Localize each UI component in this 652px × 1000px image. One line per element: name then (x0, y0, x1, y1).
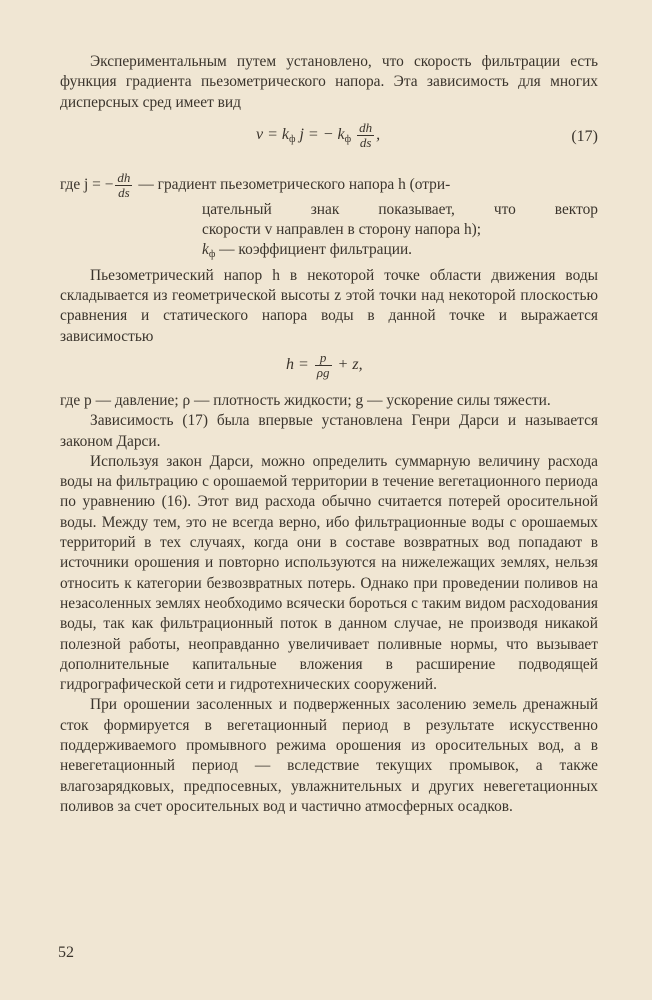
def1-fraction (115, 171, 132, 200)
eq17-sub1: ф (289, 134, 296, 146)
eq17-mid: j = − k (299, 126, 345, 144)
def-k-text: — коэффициент фильтрации. (215, 241, 413, 259)
paragraph-intro: Экспериментальным путем установлено, что скорость фильтрации есть функция градиента пьезометрического напора. Эта зависимость для многих дисперсных сред имеет вид (60, 53, 598, 111)
eq2-denominator: ρg (316, 364, 330, 380)
definition-line-1 (60, 171, 598, 200)
eq2-fraction (315, 351, 332, 380)
eq17-lhs: v = k (256, 126, 289, 144)
def1-prefix: где j = − (60, 176, 114, 194)
eq17-numerator: dh (359, 119, 373, 135)
def1-numerator: dh (117, 169, 131, 185)
definition-line-2: цательный знак показывает, что вектор (202, 200, 598, 218)
paragraph-piezometric-head: Пьезометрический напор h в некоторой точке области движения воды складывается из геометрической высоты z этой точки над некоторой плоскостью сравнения и статического напора воды в данной точке и выражается зависимостью (60, 266, 598, 345)
definition-line-4 (60, 240, 598, 265)
definition-line-3: скорости v направлен в сторону напора h); (202, 221, 482, 239)
definitions-block-1 (60, 171, 598, 266)
equation-17 (60, 113, 598, 169)
paragraph-filtration-losses: Используя закон Дарси, можно определить суммарную величину расхода воды на фильтрацию с орошаемой территории в течение вегетационного периода по уравнению (16). Этот вид расхода обычно считается потерей оросительной воды. Между тем, это не всегда верно, ибо фильтрационные воды с орошаемых территорий в тех случаях, когда они в составе возвратных вод попадают в источники орошения и повторно используются на нижележащих землях, нельзя относить к категории безвозвратных потерь. Однако при проведении поливов на незасоленных землях необходимо всячески бороться с таким видом расходования воды, так как фильтрационный поток в данном случае, не производя никакой полезной работы, неоправданно увеличивает поливные нормы, что вызывает дополнительные капитальные вложения в расширение подводящей гидрографической сети и гидротехнических сооружений. (60, 452, 598, 694)
paragraph-darcy-law: Зависимость (17) была впервые установлена Генри Дарси и называется законом Дарси. (60, 412, 598, 450)
page-text (60, 52, 598, 817)
def1-denominator: ds (118, 184, 130, 200)
eq2-numerator: p (315, 351, 332, 366)
eq17-tail: , (376, 126, 381, 144)
eq2-rhs: + z, (337, 356, 363, 374)
definitions-block-2: где p — давление; ρ — плотность жидкости; g — ускорение силы тяжести. (60, 391, 551, 409)
eq17-sub2: ф (344, 134, 352, 146)
def-k-sub: ф (208, 249, 216, 261)
def-k: k (202, 241, 209, 259)
equation-17-label: (17) (571, 127, 598, 145)
paragraph-drainage-runoff: При орошении засоленных и подверженных засолению земель дренажный сток формируется в вегетационный период в результате искусственно поддерживаемого промывного режима орошения из оросительных вод, а в невегетационный период — вследствие текущих промывок, а также влагозарядковых, предпосевных, увлажнительных и других невегетационных поливов за счет оросительных вод и частично атмосферных осадков. (60, 696, 598, 815)
equation-head-body (286, 351, 363, 380)
eq17-fraction (357, 121, 374, 150)
eq17-denominator: ds (359, 134, 372, 150)
page-number: 52 (58, 944, 74, 961)
equation-17-body (256, 121, 380, 150)
def1-suffix: — градиент пьезометрического напора h (отри- (138, 176, 451, 194)
eq2-lhs: h = (286, 356, 309, 374)
equation-head (60, 347, 598, 391)
